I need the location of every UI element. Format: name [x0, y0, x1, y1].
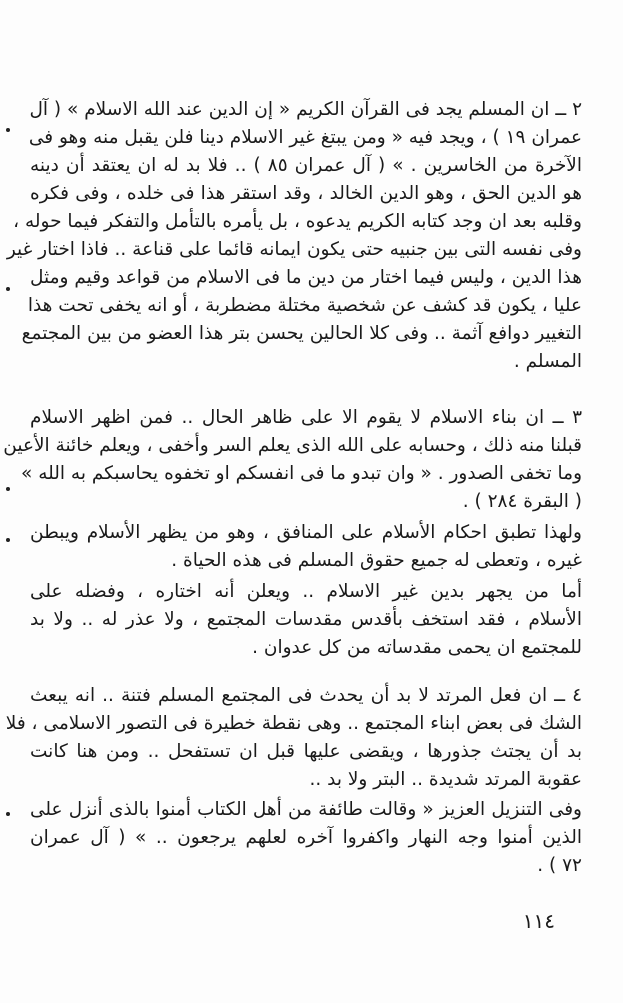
- text-line: وفى نفسه التى بين جنبيه حتى يكون ايمانه قائما على قناعة .. فاذا اختار غير: [6, 239, 582, 260]
- text-line: قبلنا منه ذلك ، وحسابه على الله الذى يعلم السر وأخفى ، ويعلم خائنة الأعين: [3, 435, 582, 456]
- text-line: أما من يجهر بدين غير الاسلام .. ويعلن أنه اختاره ، وفضله على: [30, 581, 582, 602]
- text-line: عليا ، يكون قد كشف عن شخصية مختلة مضطربة ، أو انه يخفى تحت هذا: [27, 295, 582, 316]
- text-line: ٣ ــ ان بناء الاسلام لا يقوم الا على ظاهر الحال .. فمن اظهر الاسلام: [30, 407, 582, 428]
- text-line: ٤ ــ ان فعل المرتد لا بد أن يحدث فى المجتمع المسلم فتنة .. انه يبعث: [30, 685, 582, 706]
- text-line: بد أن يجتث جذورها ، ويقضى عليها قبل ان تستفحل .. ومن هنا كانت: [30, 741, 582, 762]
- text-line: هو الدين الحق ، وهو الدين الخالد ، وقد استقر هذا فى خلده ، وفى فكره: [30, 183, 582, 204]
- text-line: ( البقرة ٢٨٤ ) .: [462, 491, 582, 512]
- text-line: عقوبة المرتد شديدة .. البتر ولا بد ..: [309, 769, 582, 790]
- text-line: وقلبه بعد ان وجد كتابه الكريم يدعوه ، بل يأمره بالتأمل والتفكر فيما حوله ،: [13, 211, 582, 232]
- text-line: ٧٢ ) .: [537, 855, 582, 876]
- text-line: الشك فى بعض ابناء المجتمع .. وهى نقطة خطيرة فى التصور الاسلامى ، فلا: [5, 713, 582, 734]
- page-number: ١١٤: [522, 909, 555, 933]
- text-line: غيره ، وتعطى له جميع حقوق المسلم فى هذه الحياة .: [171, 550, 582, 571]
- text-line: المسلم .: [513, 351, 582, 372]
- text-line: الآخرة من الخاسرين . » ( آل عمران ٨٥ ) .. فلا بد له ان يعتقد أن دينه: [30, 155, 582, 176]
- text-line: عمران ١٩ ) ، ويجد فيه « ومن يبتغ غير الاسلام دينا فلن يقبل منه وهو فى: [28, 127, 582, 148]
- text-line: هذا الدين ، وليس فيما اختار من دين ما فى الاسلام من قواعد وقيم ومثل: [30, 267, 582, 288]
- text-line: ٢ ــ ان المسلم يجد فى القرآن الكريم « إن الدين عند الله الاسلام » ( آل: [29, 99, 582, 120]
- text-line: التغيير دوافع آثمة .. وفى كلا الحالين يحسن بتر هذا العضو من بين المجتمع: [21, 323, 582, 344]
- text-line: ولهذا تطبق احكام الأسلام على المنافق ، وهو من يظهر الأسلام ويبطن: [30, 522, 582, 543]
- text-line: وما تخفى الصدور . « وان تبدو ما فى انفسكم او تخفوه يحاسبكم به الله »: [21, 463, 582, 484]
- text-line: للمجتمع ان يحمى مقدساته من كل عدوان .: [252, 637, 582, 658]
- margin-dot: [6, 287, 10, 291]
- margin-dot: [6, 128, 10, 132]
- text-line: وفى التنزيل العزيز « وقالت طائفة من أهل الكتاب أمنوا بالذى أنزل على: [30, 799, 582, 820]
- margin-dot: [6, 538, 10, 542]
- text-line: الأسلام ، فقد استخف بأقدس مقدسات المجتمع ، ولا عذر له .. ولا بد: [30, 609, 582, 630]
- text-line: الذين أمنوا وجه النهار واكفروا آخره لعلهم يرجعون .. » ( آل عمران: [30, 827, 582, 848]
- margin-dot: [6, 812, 10, 816]
- margin-dot: [6, 487, 10, 491]
